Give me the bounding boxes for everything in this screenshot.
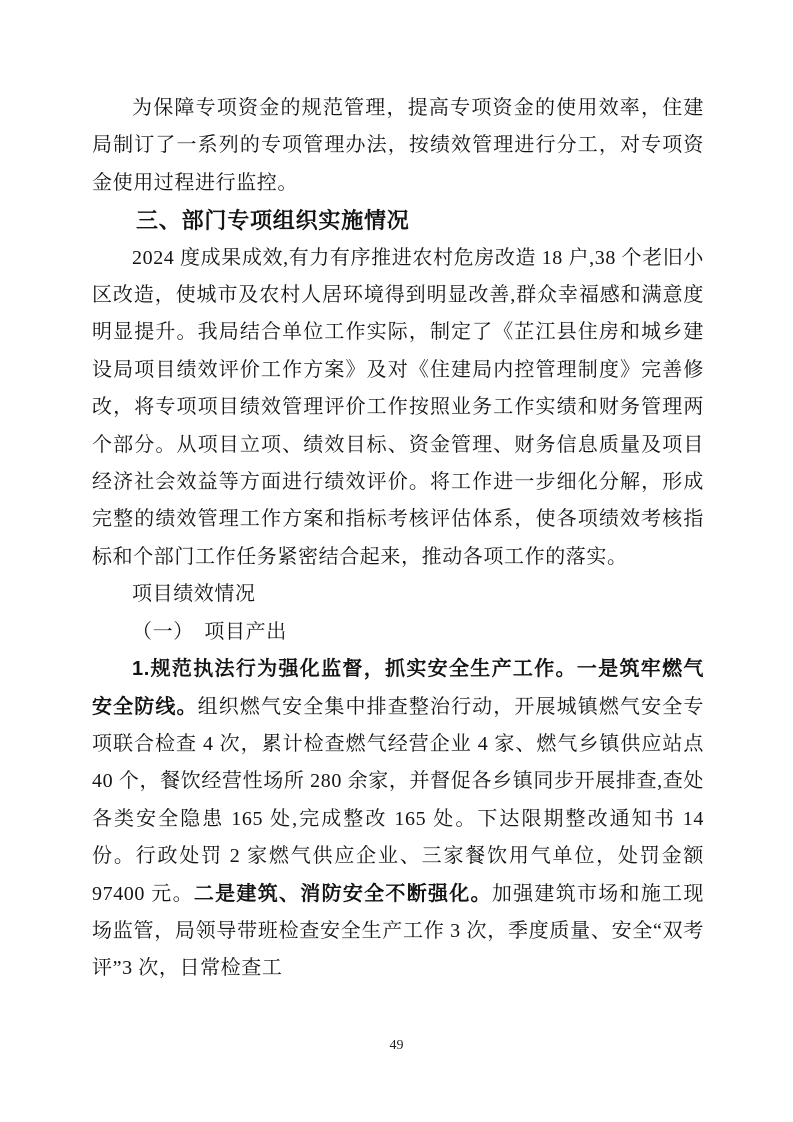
paragraph-text: 2024 度成果成效,有力有序推进农村危房改造 18 户,38 个老旧小区改造，使城市及农村人居环境得到明显改善,群众幸福感和满意度明显提升。我局结合单位工作实际，制定了《芷江县住房和城乡建设局项目绩效评价工作方案》及对《住建局内控管理制度》完善修改，将专项项目绩效管理评价工作按照业务工作实绩和财务管理两个部分。从项目立项、绩效目标、资金管理、财务信息质量及项目经济社会效益等方面进行绩效评价。将工作进一步细化分解，形成完整的绩效管理工作方案和指标考核评估体系，使各项绩效考核指标和个部门工作任务紧密结合起来，推动各项工作的落实。	[92, 246, 704, 568]
paragraph-implementation	[92, 240, 704, 577]
subsection-heading-output	[92, 614, 704, 651]
text-run-gas-safety: 组织燃气安全集中排查整治行动，开展城镇燃气安全专项联合检查 4 次，累计检查燃气经营企业 4 家、燃气乡镇供应站点 40 个，餐饮经营性场所 280 余家，并督促各乡镇同步开展排查,查处各类安全隐患 165 处,完成整改 165 处。下达限期整改通知书 14 份。行政处罚 2 家燃气供应企业、三家餐饮用气单位，处罚金额 97400 元。	[92, 695, 704, 905]
page-number: 49	[389, 1038, 404, 1053]
subsection-heading-text: （一） 项目产出	[132, 620, 287, 643]
section-heading-text: 三、部门专项组织实施情况	[136, 208, 410, 234]
paragraph-text: 为保障专项资金的规范管理，提高专项资金的使用效率，住建局制订了一系列的专项管理办法，按绩效管理进行分工，对专项资金使用过程进行监控。	[92, 97, 704, 194]
paragraph-funds-management	[92, 90, 704, 202]
paragraph-safety-work	[92, 651, 704, 988]
bold-run-construction-fire-safety: 二是建筑、消防安全不断强化。	[193, 882, 492, 905]
text-run-construction-supervision: 加强建筑市场和施工现场监管，局领导带班检查安全生产工作 3 次，季度质量、安全“双考评”3 次，日常检查工	[92, 882, 704, 980]
paragraph-text: 项目绩效情况	[132, 583, 256, 606]
document-content	[92, 90, 704, 988]
bold-run-law-enforcement: 1.规范执法行为强化监督，抓实安全生产工作。一是筑牢燃气安全防线。	[92, 658, 704, 718]
section-heading	[92, 202, 704, 239]
paragraph-performance-label	[92, 576, 704, 613]
